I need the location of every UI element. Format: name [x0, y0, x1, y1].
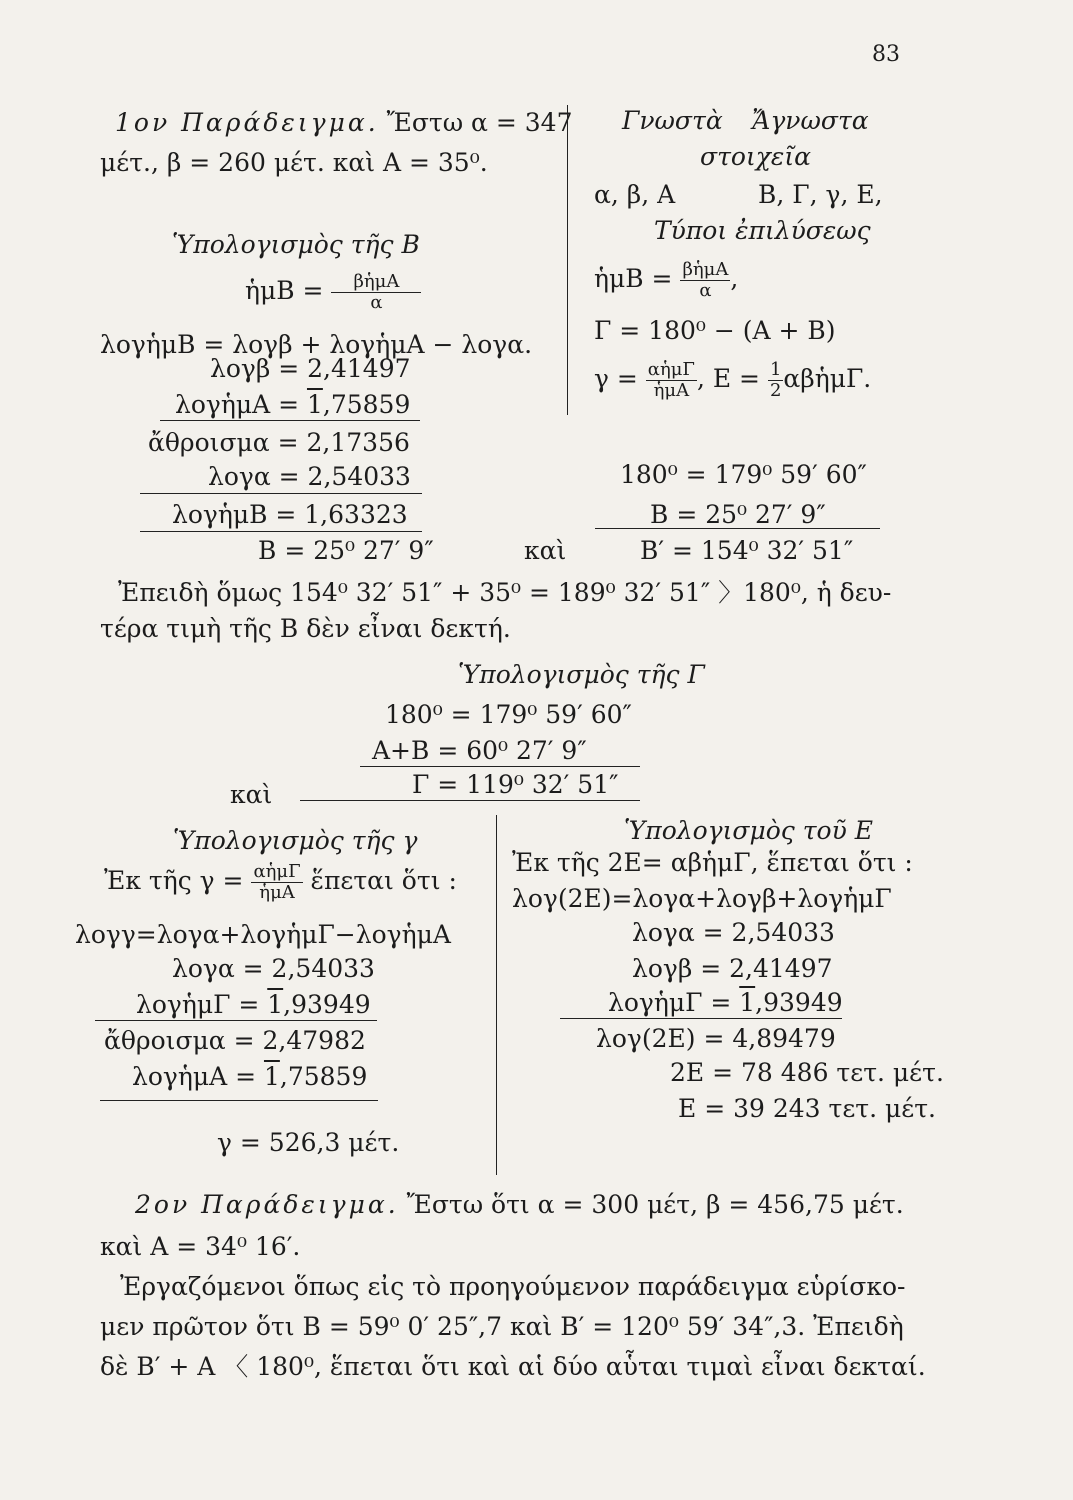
formula-gamma-E: γ = $\frac{\text{αἡμΓ}}{\text{ἡμΑ}}$ , Ε = $\frac{1}{2}$ αβἡμΓ.	[594, 359, 872, 401]
example-1-given-rest: μέτ., β = 260 μέτ. καὶ Α = 35⁰.	[100, 148, 488, 177]
calc-B-row-B: Β = 25⁰ 27′ 9″	[258, 536, 434, 565]
example-2-title: 2ον Παράδειγμα.	[135, 1190, 399, 1219]
calc-E-log-equation: λογ(2Ε)=λογα+λογβ+λογἡμΓ	[512, 884, 892, 913]
calc-B-supp-180: 180⁰ = 179⁰ 59′ 60″	[620, 460, 867, 489]
calc-c-result: γ = 526,3 μέτ.	[217, 1128, 400, 1157]
fraction: $\frac{\text{βἡμΑ}}{\alpha}$	[682, 259, 729, 301]
calc-G-row-AB: Α+Β = 60⁰ 27′ 9″	[372, 736, 587, 765]
calc-E-row-E: Ε = 39 243 τετ. μέτ.	[678, 1094, 936, 1123]
rule-line	[300, 800, 640, 801]
calc-E-row-log-a: λογα = 2,54033	[632, 918, 835, 947]
example-2-given: Ἔστω ὅτι α = 300 μέτ, β = 456,75 μέτ.	[406, 1190, 904, 1219]
calc-c-intro: Ἐκ τῆς γ = $\frac{\text{αἡμΓ}}{\text{ἡμΑ}}$ ἕπεται ὅτι :	[104, 861, 457, 903]
fraction: $\frac{\text{αἡμΓ}}{\text{ἡμΑ}}$	[253, 861, 301, 903]
calc-B-row-log-sinA: λογἡμΑ = 1,75859	[175, 390, 411, 419]
unknown-header: Ἄγνωστα	[752, 106, 869, 135]
rule-line	[160, 420, 420, 421]
formula-Gamma: Γ = 180⁰ − (Α + Β)	[594, 316, 836, 345]
calc-B-row-log-a: λογα = 2,54033	[208, 462, 411, 491]
elements-header: στοιχεῖα	[700, 142, 811, 171]
calc-E-intro: Ἐκ τῆς 2Ε= αβἡμΓ, ἕπεται ὅτι :	[512, 848, 913, 877]
calc-c-row-log-sinG: λογἡμΓ = 1,93949	[136, 990, 371, 1019]
formula-sinB: ἡμΒ = $\frac{\text{βἡμΑ}}{\alpha}$ ,	[594, 259, 739, 301]
rule-line	[595, 528, 880, 529]
calc-c-row-sum: ἄθροισμα = 2,47982	[104, 1026, 366, 1055]
calc-c-row-log-sinA: λογἡμΑ = 1,75859	[132, 1062, 368, 1091]
calc-E-row-log-2E: λογ(2Ε) = 4,89479	[596, 1024, 836, 1053]
example-1-title: 1ον Παράδειγμα.	[115, 108, 379, 137]
unknown-values: Β, Γ, γ, Ε,	[758, 180, 883, 209]
calc-B-row-log-sinB: λογἡμΒ = 1,63323	[172, 500, 408, 529]
rule-line	[140, 531, 422, 532]
example-2-line-1	[135, 1190, 904, 1220]
calc-B-title: Ὑπολογισμὸς τῆς Β	[172, 230, 420, 259]
rule-line	[560, 1018, 842, 1019]
calc-B-row-log-b: λογβ = 2,41497	[210, 354, 411, 383]
known-header: Γνωστὰ	[622, 106, 723, 135]
known-values: α, β, Α	[594, 180, 676, 209]
rule-line	[360, 766, 640, 767]
calc-G-and: καὶ	[230, 780, 273, 809]
example-2-line-3: Ἐργαζόμενοι ὅπως εἰς τὸ προηγούμενον παράδειγμα εὑρίσκο-	[120, 1272, 906, 1301]
rule-line	[95, 1020, 377, 1021]
calc-c-row-log-a: λογα = 2,54033	[172, 954, 375, 983]
example-2-line-5: δὲ Β′ + Α 〈 180⁰, ἕπεται ὅτι καὶ αἱ δύο αὗται τιμαὶ εἶναι δεκταί.	[100, 1352, 926, 1381]
calc-B-supp-Bprime: Β′ = 154⁰ 32′ 51″	[640, 536, 854, 565]
calc-E-row-2E: 2Ε = 78 486 τετ. μέτ.	[670, 1058, 944, 1087]
fraction: $\frac{\text{βἡμΑ}}{\alpha}$	[331, 272, 421, 313]
calc-E-row-log-sinG: λογἡμΓ = 1,93949	[608, 988, 843, 1017]
fraction: $\frac{\text{αἡμΓ}}{\text{ἡμΑ}}$	[647, 359, 695, 401]
calc-c-log-equation: λογγ=λογα+λογἡμΓ−λογἡμΑ	[75, 920, 451, 949]
paragraph-line-1: Ἐπειδὴ ὅμως 154⁰ 32′ 51″ + 35⁰ = 189⁰ 32′ 51″ 〉180⁰, ἡ δευ-	[118, 578, 892, 607]
calc-c-title: Ὑπολογισμὸς τῆς γ	[173, 826, 418, 855]
fraction: $\frac{1}{2}$	[769, 359, 782, 401]
calc-G-row-180: 180⁰ = 179⁰ 59′ 60″	[385, 700, 632, 729]
calc-B-equation: ἡμΒ = $\frac{\text{βἡμΑ}}{\alpha}$	[245, 272, 421, 313]
rule-line	[140, 493, 422, 494]
table-divider	[567, 105, 568, 415]
calc-G-row-Gamma: Γ = 119⁰ 32′ 51″	[412, 770, 619, 799]
calc-E-row-log-b: λογβ = 2,41497	[632, 954, 833, 983]
example-1-given-a: Ἔστω α = 347	[386, 108, 573, 137]
formulas-title: Τύποι ἐπιλύσεως	[654, 216, 871, 245]
example-2-line-2: καὶ Α = 34⁰ 16′.	[100, 1232, 301, 1261]
page-number: 83	[872, 42, 900, 67]
example-1-heading	[115, 108, 573, 138]
paragraph-line-2: τέρα τιμὴ τῆς Β δὲν εἶναι δεκτή.	[100, 614, 511, 643]
calc-B-log-equation: λογἡμΒ = λογβ + λογἡμΑ − λογα.	[100, 330, 533, 359]
calc-B-and: καὶ	[524, 536, 567, 565]
rule-line	[100, 1100, 378, 1101]
example-2-line-4: μεν πρῶτον ὅτι Β = 59⁰ 0′ 25″,7 καὶ Β′ = 120⁰ 59′ 34″,3. Ἐπειδὴ	[100, 1312, 904, 1341]
calc-G-title: Ὑπολογισμὸς τῆς Γ	[458, 660, 705, 689]
calc-B-row-sum: ἄθροισμα = 2,17356	[148, 428, 410, 457]
calc-E-title: Ὑπολογισμὸς τοῦ Ε	[624, 816, 873, 845]
calc-B-supp-B: Β = 25⁰ 27′ 9″	[650, 500, 826, 529]
column-divider	[496, 815, 497, 1175]
